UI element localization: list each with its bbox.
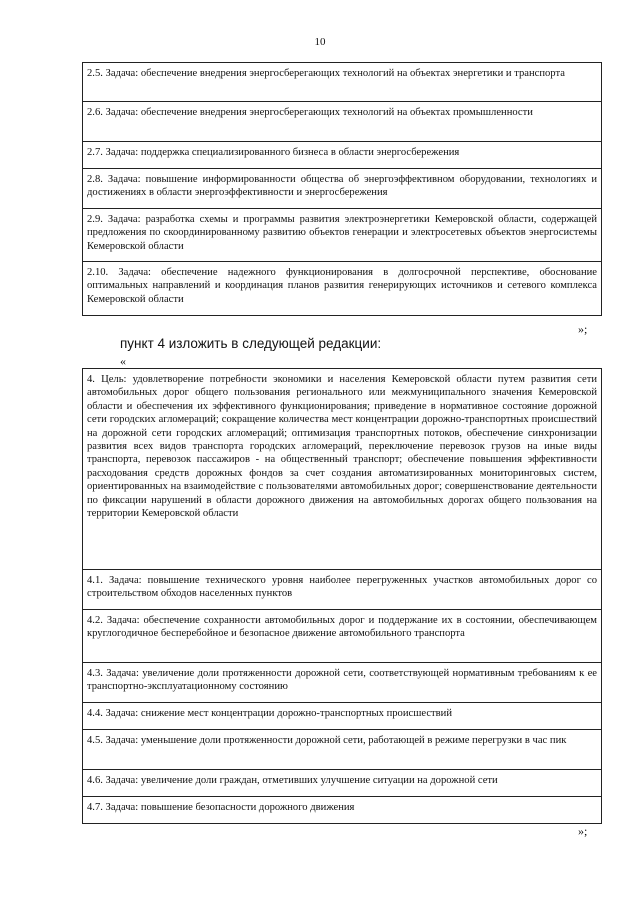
- table-row: 2.8. Задача: повышение информированности общества об энергоэффективном оборудовании, технологиях и достижениях в области энергоэффективности и энергосбережения: [83, 169, 601, 209]
- table-row: 4.7. Задача: повышение безопасности дорожного движения: [83, 797, 601, 824]
- table-row: 4.4. Задача: снижение мест концентрации дорожно-транспортных происшествий: [83, 703, 601, 730]
- table-row: 4.1. Задача: повышение технического уровня наиболее перегруженных участков автомобильных дорог со строительством обходов населенных пунктов: [83, 570, 601, 610]
- table-row: 4.6. Задача: увеличение доли граждан, отметивших улучшение ситуации на дорожной сети: [83, 770, 601, 797]
- table-row: 4.5. Задача: уменьшение доли протяженности дорожной сети, работающей в режиме перегрузки в час пик: [83, 730, 601, 770]
- table-row: 2.9. Задача: разработка схемы и программы развития электроэнергетики Кемеровской области, содержащей предложения по скоординированному развитию объектов генерации и электросетевых объектов энергосистемы Кемеровской области: [83, 209, 601, 262]
- table-row: 2.5. Задача: обеспечение внедрения энергосберегающих технологий на объектах энергетики и транспорта: [83, 63, 601, 102]
- table-row: 4.2. Задача: обеспечение сохранности автомобильных дорог и поддержание их в состоянии, обеспечивающем круглогодичное бесперебойное и безопасное движение автомобильного транспорта: [83, 610, 601, 663]
- page-number: 10: [314, 36, 326, 48]
- table-row: 2.10. Задача: обеспечение надежного функционирования в долгосрочной перспективе, обоснование оптимальных направлений и координация планов развития генерирующих источников и сетевого комплекса Кемеровской области: [83, 262, 601, 316]
- amendment-instruction: пункт 4 изложить в следующей редакции:: [120, 336, 382, 351]
- goal-tasks-table-section-4: [82, 368, 602, 824]
- table-row: 2.7. Задача: поддержка специализированного бизнеса в области энергосбережения: [83, 142, 601, 169]
- closing-quote: »;: [578, 824, 588, 838]
- closing-quote: »;: [578, 322, 588, 336]
- table-row: 2.6. Задача: обеспечение внедрения энергосберегающих технологий на объектах промышленности: [83, 102, 601, 142]
- opening-quote: «: [120, 354, 126, 368]
- goal-row: 4. Цель: удовлетворение потребности экономики и населения Кемеровской области путем развития сети автомобильных дорог общего пользования регионального или межмуниципального значения Кемеровской области и обеспечения их эффективного функционирования; приведение в нормативное состояние дорожной сети городских агломераций; сокращение количества мест концентрации дорожно-транспортных происшествий на дорожной сети городских агломераций; оптимизация транспортных потоков, обеспечение синхронизации развития всех видов транспорта городских агломераций, переключение перевозок грузов на иные виды транспорта, перевозок пассажиров - на общественный транспорт; обеспечение повышения эффективности расходования средств дорожных фондов за счет создания автоматизированных мониторинговых систем, ориентированных на взаимодействие с пользователями автомобильных дорог; совершенствование деятельности по фиксации нарушений в области дорожного движения на автомобильных дорогах общего пользования на территории Кемеровской области: [83, 369, 601, 570]
- table-row: 4.3. Задача: увеличение доли протяженности дорожной сети, соответствующей нормативным требованиям к ее транспортно-эксплуатационному состоянию: [83, 663, 601, 703]
- tasks-table-section-2: [82, 62, 602, 316]
